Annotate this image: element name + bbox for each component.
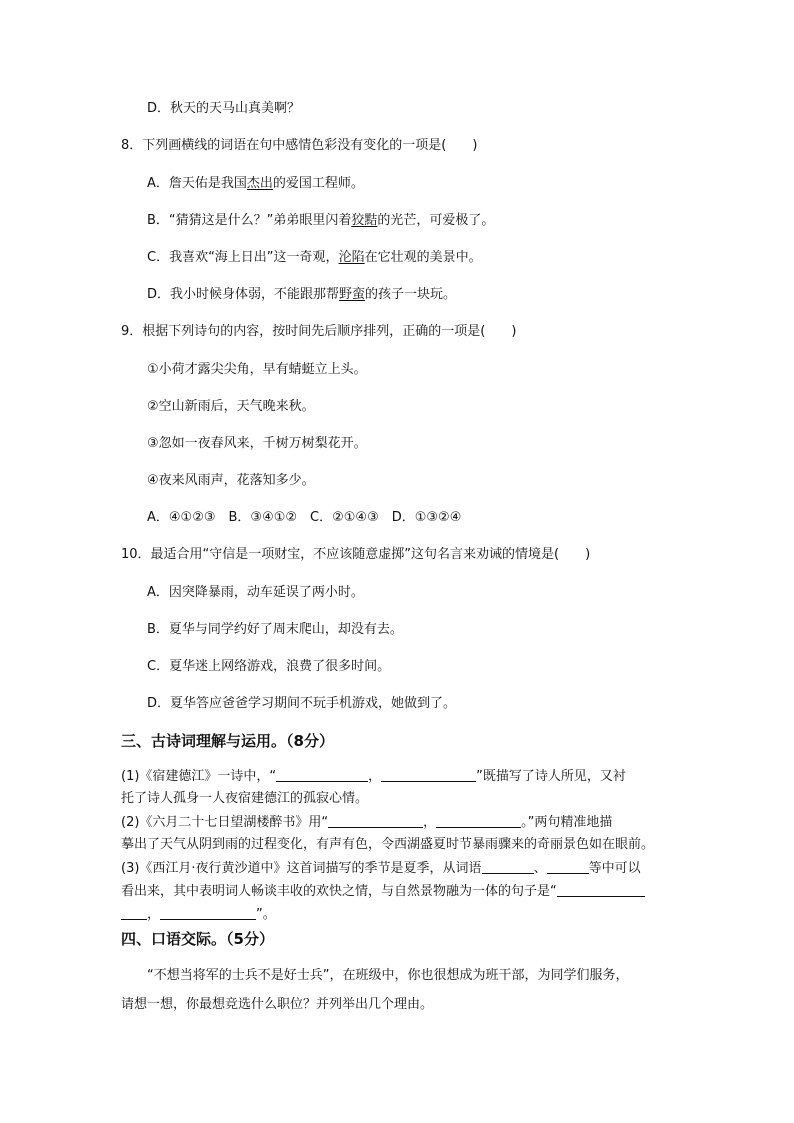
underlined-word: 野蛮	[339, 287, 366, 302]
section4-heading: 四、口语交际。（5分）	[121, 930, 274, 948]
answer-blank[interactable]	[121, 905, 147, 920]
q8-option-c: C．我喜欢“海上日出”这一奇观，沦陷在它壮观的美景中。	[147, 250, 482, 265]
q8-option-a: A．詹天佑是我国杰出的爱国工程师。	[147, 176, 364, 191]
q9-line-2: ②空山新雨后，天气晚来秋。	[147, 399, 315, 414]
section3-q2-line2: 摹出了天气从阴到雨的过程变化，有声有色，令西湖盛夏时节暴雨骤来的奇丽景色如在眼前。	[121, 837, 655, 852]
section4-paragraph-line2: 请想一想，你最想竞选什么职位？并列举出几个理由。	[121, 997, 434, 1012]
underlined-word: 沦陷	[338, 250, 365, 265]
answer-blank[interactable]	[160, 905, 256, 920]
q8-stem: 8．下列画横线的词语在句中感情色彩没有变化的一项是( )	[121, 138, 478, 153]
q10-option-b: B．夏华与同学约好了周末爬山，却没有去。	[147, 622, 403, 637]
q10-option-a: A．因突降暴雨，动车延误了两小时。	[147, 585, 364, 600]
section3-q1-line1: (1)《宿建德江》一诗中，“ ， ”既描写了诗人所见，又衬	[121, 769, 626, 784]
answer-blank[interactable]	[381, 767, 476, 782]
section4-paragraph-line1: “不想当将军的士兵不是好士兵”，在班级中，你也很想成为班干部，为同学们服务，	[147, 968, 629, 983]
q8-option-b: B．“猜猜这是什么？”弟弟眼里闪着狡黠的光芒，可爱极了。	[147, 213, 495, 228]
answer-blank[interactable]	[436, 813, 521, 828]
q9-stem: 9．根据下列诗句的内容，按时间先后顺序排列，正确的一项是( )	[121, 324, 517, 339]
underlined-word: 杰出	[246, 176, 273, 191]
section3-q1-line2: 托了诗人孤身一人夜宿建德江的孤寂心情。	[121, 791, 369, 806]
q9-choices: A．④①②③ B．③④①② C．②①④③ D．①③②④	[147, 510, 462, 525]
section3-heading: 三、古诗词理解与运用。（8分）	[121, 732, 334, 750]
answer-blank[interactable]	[557, 882, 645, 897]
answer-blank[interactable]	[276, 767, 368, 782]
section3-q3-line3: ， ”。	[121, 905, 276, 924]
q10-stem: 10．最适合用“守信是一项财宝，不应该随意虚掷”这句名言来劝诫的情境是( )	[121, 547, 591, 562]
q10-option-c: C．夏华迷上网络游戏，浪费了很多时间。	[147, 659, 391, 674]
section3-q3-line1: (3)《西江月·夜行黄沙道中》这首词描写的季节是夏季，从词语 、 等中可以	[121, 861, 641, 876]
q7-option-d: D．秋天的天马山真美啊？	[147, 101, 301, 116]
q9-line-3: ③忽如一夜春风来，千树万树梨花开。	[147, 436, 367, 451]
q10-option-d: D．夏华答应爸爸学习期间不玩手机游戏，她做到了。	[147, 696, 457, 711]
section3-q2-line1: (2)《六月二十七日望湖楼醉书》用“ ， 。”两句精准地描	[121, 815, 613, 830]
underlined-word: 狡黠	[351, 213, 378, 228]
q8-option-d: D．我小时候身体弱，不能跟那帮野蛮的孩子一块玩。	[147, 287, 457, 302]
answer-blank[interactable]	[328, 813, 423, 828]
answer-blank[interactable]	[482, 859, 534, 874]
answer-blank[interactable]	[547, 859, 589, 874]
q9-line-4: ④夜来风雨声，花落知多少。	[147, 473, 315, 488]
q9-line-1: ①小荷才露尖尖角，早有蜻蜓立上头。	[147, 362, 367, 377]
section3-q3-line2: 看出来，其中表明词人畅谈丰收的欢快之情，与自然景物融为一体的句子是“	[121, 882, 645, 901]
